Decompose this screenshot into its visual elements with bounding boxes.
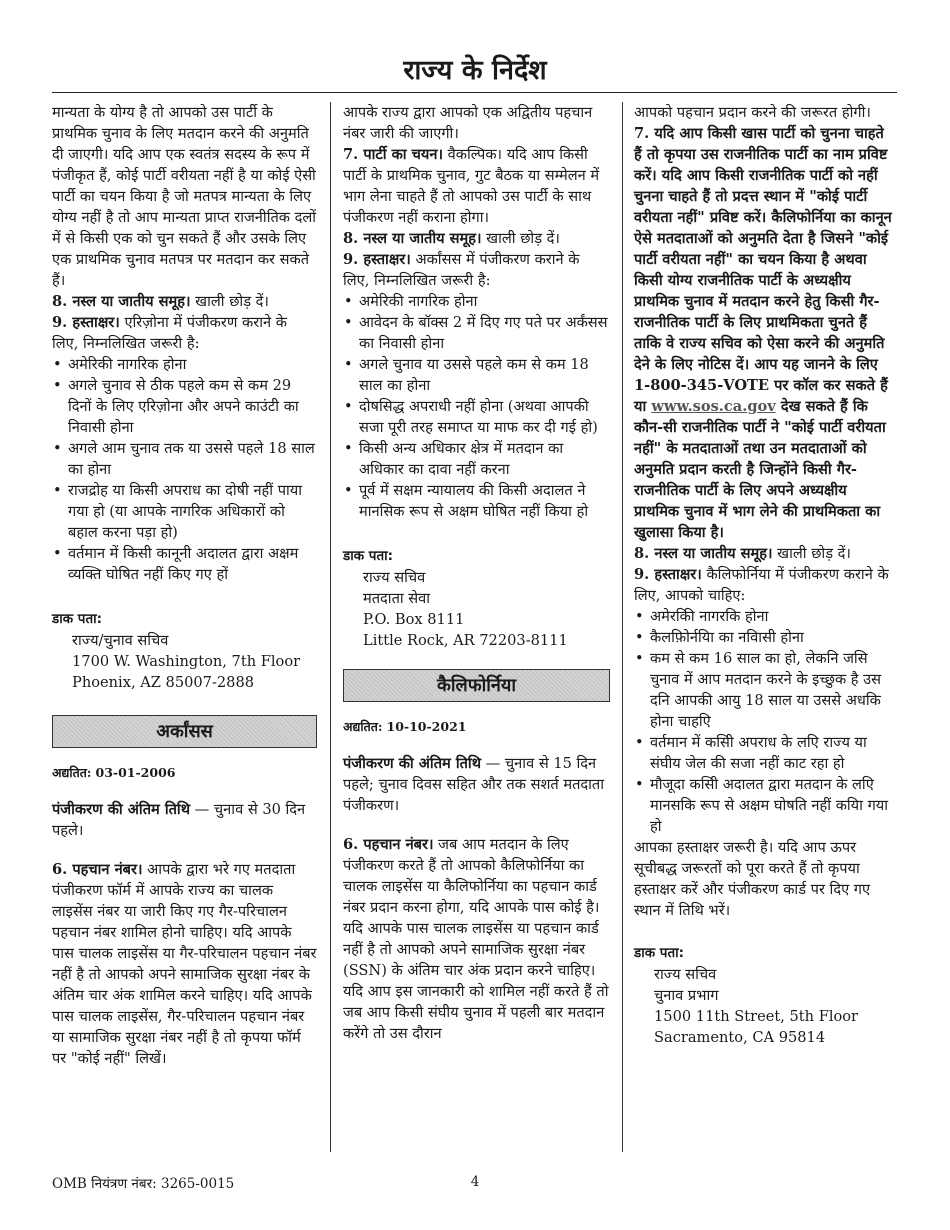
deadline-text: — चुनाव से 15 दिन पहले; चुनाव दिवस सहित और तक सशर्त मतदाता पंजीकरण। — [343, 755, 605, 814]
item-text: कैलिफोर्निया में पंजीकरण कराने के लिए, आपको चाहिए: — [634, 566, 889, 604]
california-closing-paragraph: आपका हस्ताक्षर जरूरी है। यदि आप ऊपर सूचीबद्ध जरूरतों को पूरा करते हैं तो कृपया हस्ताक्षर करें और पंजीकरण कार्ड पर दिए गए स्थान में तिथि भरें। — [634, 839, 871, 919]
deadline-label: पंजीकरण की अंतिम तिथि — [343, 755, 482, 772]
item-label: 8. नस्ल या जातीय समूह। — [52, 293, 191, 310]
item-text: एरिज़ोना में पंजीकरण कराने के लिए, निम्नलिखित जरूरी है: — [52, 314, 287, 352]
page-title: राज्य के निर्देश — [403, 55, 547, 86]
california-mailing-address — [634, 964, 896, 1048]
arkansas-deadline — [52, 799, 317, 841]
title-rule — [52, 92, 897, 93]
california-item-8 — [634, 543, 896, 564]
item-label: 9. हस्ताक्षर। — [634, 566, 702, 583]
list-item: • अगले चुनाव या उससे पहले कम से कम 18 साल का होना — [343, 354, 610, 396]
address-line: राज्य सचिव — [654, 966, 717, 983]
list-item: • दोषसिद्ध अपराधी नहीं होना (अथवा आपकी सजा पूरी तरह समाप्त या माफ कर दी गई हो) — [343, 396, 610, 438]
item-label: 6. पहचान नंबर। — [52, 861, 143, 878]
arkansas-requirements-list — [343, 291, 610, 522]
arizona-intro-paragraph: मान्यता के योग्य है तो आपको उस पार्टी के प्राथमिक चुनाव के लिए मतदान करने की अनुमति दी जाएगी। यदि आप एक स्वतंत्र सदस्य के रूप में पंजीकृत हैं, कोई पार्टी वरीयता नहीं है या कोई ऐसी पार्टी का चयन किया है जो मतपत्र मान्यता के लिए योग्य नहीं है तो आप मान्यता प्राप्त राजनीतिक दलों में से किसी एक को चुन सकते हैं और उसके लिए एक प्राथमिक चुनाव मतपत्र पर मतदान कर सकते हैं। — [52, 104, 317, 289]
item-text: खाली छोड़ दें। — [481, 230, 560, 247]
item-label: 8. नस्ल या जातीय समूह। — [343, 230, 482, 247]
list-item: • पूर्व में सक्षम न्यायालय की किसी अदालत ने मानसिक रूप से अक्षम घोषित नहीं किया हो — [343, 480, 610, 522]
list-item: • अमेरिकी नागरिक होना — [343, 291, 610, 312]
arizona-item-8 — [52, 291, 317, 312]
item-text: आपके द्वारा भरे गए मतदाता पंजीकरण फॉर्म में आपके राज्य का चालक लाइसेंस नंबर या जारी किए गए गैर-परिचालन पहचान नंबर शामिल होनो चाहिए। यदि आपके पास चालक लाइसेंस या गैर-परिचालन पहचान नंबर नहीं है तो आपको अपने सामाजिक सुरक्षा नंबर के अंतिम चार अंक शामिल करने चाहिए। यदि आपके पास चालक लाइसेंस, गैर-परिचालन पहचान नंबर या सामाजिक सुरक्षा नंबर नहीं है तो कृपया फॉर्म पर "कोई नहीं" लिखें। — [52, 861, 317, 1067]
updated-date — [343, 716, 610, 737]
column-1 — [52, 102, 317, 1069]
california-intro-paragraph: आपको पहचान प्रदान करने की जरूरत होगी। — [634, 104, 871, 121]
column-divider — [622, 102, 623, 1152]
address-line: P.O. Box 8111 — [363, 611, 465, 628]
arizona-requirements-list — [52, 354, 317, 585]
arkansas-mailing-address — [343, 567, 610, 651]
deadline-label: पंजीकरण की अंतिम तिथि — [52, 801, 191, 818]
address-line: मतदाता सेवा — [363, 590, 431, 607]
arkansas-intro-paragraph: आपके राज्य द्वारा आपको एक अद्वितीय पहचान नंबर जारी की जाएगी। — [343, 104, 593, 142]
column-2 — [343, 102, 610, 1044]
address-line: Little Rock, AR 72203-8111 — [363, 632, 568, 649]
arizona-mailing-address — [52, 630, 317, 693]
arkansas-item-7 — [343, 144, 610, 228]
address-line: चुनाव प्रभाग — [654, 987, 719, 1004]
list-item: • कम से कम 16 साल का हो, लेकनि जसि चुनाव में आप मतदान करने के इच्छुक है उस दनि आपकी आयु 18 साल या उससे अधकि होना चाहएि — [634, 648, 896, 732]
column-3 — [634, 102, 896, 1048]
item-label: 9. हस्ताक्षर। — [343, 251, 411, 268]
arizona-item-9 — [52, 312, 317, 354]
state-header-california: कैलिफोर्निया — [343, 669, 610, 702]
address-line: 1700 W. Washington, 7th Floor — [72, 653, 301, 670]
list-item: • वर्तमान में किसी कानूनी अदालत द्वारा अक्षम व्यक्ति घोषित नहीं किए गए हों — [52, 543, 317, 585]
california-item-6 — [343, 834, 610, 1044]
list-item: • मौजूदा कसिी अदालत द्वारा मतदान के लएि मानसकि रूप से अक्षम घोषति नहीं कयिा गया हो — [634, 774, 896, 837]
item-text: अर्कांसस में पंजीकरण कराने के लिए, निम्नलिखित जरूरी है: — [343, 251, 580, 289]
list-item: • राजद्रोह या किसी अपराध का दोषी नहीं पाया गया हो (या आपके नागरिक अधिकारों को बहाल करना पड़ा हो) — [52, 480, 317, 543]
updated-label: अद्यतित: — [52, 765, 92, 780]
item-text: वैकल्पिक। यदि आप किसी पार्टी के प्राथमिक चुनाव, गुट बैठक या सम्मेलन में भाग लेना चाहते हैं तो आपको उस पार्टी के साथ पंजीकरण नहीं कराना होगा। — [343, 146, 600, 226]
updated-label: अद्यतित: — [343, 719, 383, 734]
address-line: 1500 11th Street, 5th Floor — [654, 1008, 859, 1025]
item-text: जब आप मतदान के लिए पंजीकरण करते हैं तो आपको कैलिफोर्निया का चालक लाइसेंस या कैलिफोर्निया का पहचान कार्ड नंबर प्रदान करना होगा, यदि आपके पास कोई है। यदि आपके पास चालक लाइसेंस या पहचान कार्ड नहीं है तो आपको अपने सामाजिक सुरक्षा नंबर (SSN) के अंतिम चार अंक प्रदान करने चाहिए। यदि आप इस जानकारी को शामिल नहीं करते हैं तो जब आप किसी संघीय चुनाव में पहली बार मतदान करेंगे तो उस दौरान — [343, 836, 609, 1042]
list-item: • कैलफ़िोर्नयिा का नविासी होना — [634, 627, 896, 648]
deadline-text: — चुनाव से 30 दिन पहले। — [52, 801, 306, 839]
arkansas-item-6 — [52, 859, 317, 1069]
item-label: 9. हस्ताक्षर। — [52, 314, 120, 331]
mailing-address-label: डाक पता: — [634, 945, 685, 961]
list-item: • अमेरकिी नागरकि होना — [634, 606, 896, 627]
item-label: 6. पहचान नंबर। — [343, 836, 434, 853]
list-item: • किसी अन्य अधिकार क्षेत्र में मतदान का अधिकार का दावा नहीं करना — [343, 438, 610, 480]
mailing-address-label: डाक पता: — [343, 548, 394, 564]
list-item: • अमेरिकी नागरिक होना — [52, 354, 317, 375]
updated-value: 10-10-2021 — [386, 719, 467, 734]
sos-website-link[interactable]: www.sos.ca.gov — [651, 398, 776, 415]
item-label: 7. पार्टी का चयन। — [343, 146, 444, 163]
list-item: • वर्तमान में कसिी अपराध के लएि राज्य या संघीय जेल की सजा नहीं काट रहा हो — [634, 732, 896, 774]
california-requirements-list — [634, 606, 896, 837]
updated-date — [52, 762, 317, 783]
updated-value: 03-01-2006 — [95, 765, 176, 780]
page-number: 4 — [470, 1174, 480, 1190]
omb-control-number: OMB नियंत्रण नंबर: 3265-0015 — [52, 1176, 235, 1192]
address-line: Sacramento, CA 95814 — [654, 1029, 826, 1046]
item-text: खाली छोड़ दें। — [190, 293, 269, 310]
state-header-arkansas: अर्कांसस — [52, 715, 317, 748]
list-item: • अगले आम चुनाव तक या उससे पहले 18 साल का होना — [52, 438, 317, 480]
california-item-9 — [634, 564, 896, 606]
list-item: • अगले चुनाव से ठीक पहले कम से कम 29 दिनों के लिए एरिज़ोना और अपने काउंटी का निवासी होना — [52, 375, 317, 438]
mailing-address-label: डाक पता: — [52, 611, 103, 627]
address-line: Phoenix, AZ 85007-2888 — [72, 674, 255, 691]
item-text: देख सकते हैं कि कौन-सी राजनीतिक पार्टी ने "कोई पार्टी वरीयता नहीं" के मतदाताओं तथा उन मतदाताओं को अनुमति प्रदान करती है जिन्होंने किसी गैर-राजनीतिक पार्टी के लिए अपने अध्यक्षीय प्राथमिक चुनाव में भाग लेने की प्राथमिकता का खुलासा किया है। — [634, 398, 886, 541]
item-text: 7. यदि आप किसी खास पार्टी को चुनना चाहते हैं तो कृपया उस राजनीतिक पार्टी का नाम प्रविष्ट करें। यदि आप किसी राजनीतिक पार्टी को नहीं चुनना चाहते हैं तो प्रदत्त स्थान में "कोई पार्टी वरीयता नहीं" प्रविष्ट करें। कैलिफोर्निया का कानून ऐसे मतदाताओं को अनुमति देता है जिसने "कोई पार्टी वरीयता नहीं" का चयन किया है अथवा किसी योग्य राजनीतिक पार्टी के अध्यक्षीय प्राथमिक चुनाव में मतदान करने हेतु किसी गैर-राजनीतिक पार्टी के लिए प्राथमिकता चुनते हैं ताकि वे राज्य सचिव को ऐसा करने की अनुमति देने के लिए नोटिस दें। आप यह जानने के लिए 1-800-345-VOTE पर कॉल कर सकते हैं या — [634, 125, 892, 415]
address-line: राज्य सचिव — [363, 569, 426, 586]
arkansas-item-8 — [343, 228, 610, 249]
column-divider — [330, 102, 331, 1152]
list-item: • आवेदन के बॉक्स 2 में दिए गए पते पर अर्कंसस का निवासी होना — [343, 312, 610, 354]
california-item-7 — [634, 123, 896, 543]
arkansas-item-9 — [343, 249, 610, 291]
item-text: खाली छोड़ दें। — [772, 545, 851, 562]
address-line: राज्य/चुनाव सचिव — [72, 632, 169, 649]
item-label: 8. नस्ल या जातीय समूह। — [634, 545, 773, 562]
california-deadline — [343, 753, 610, 816]
